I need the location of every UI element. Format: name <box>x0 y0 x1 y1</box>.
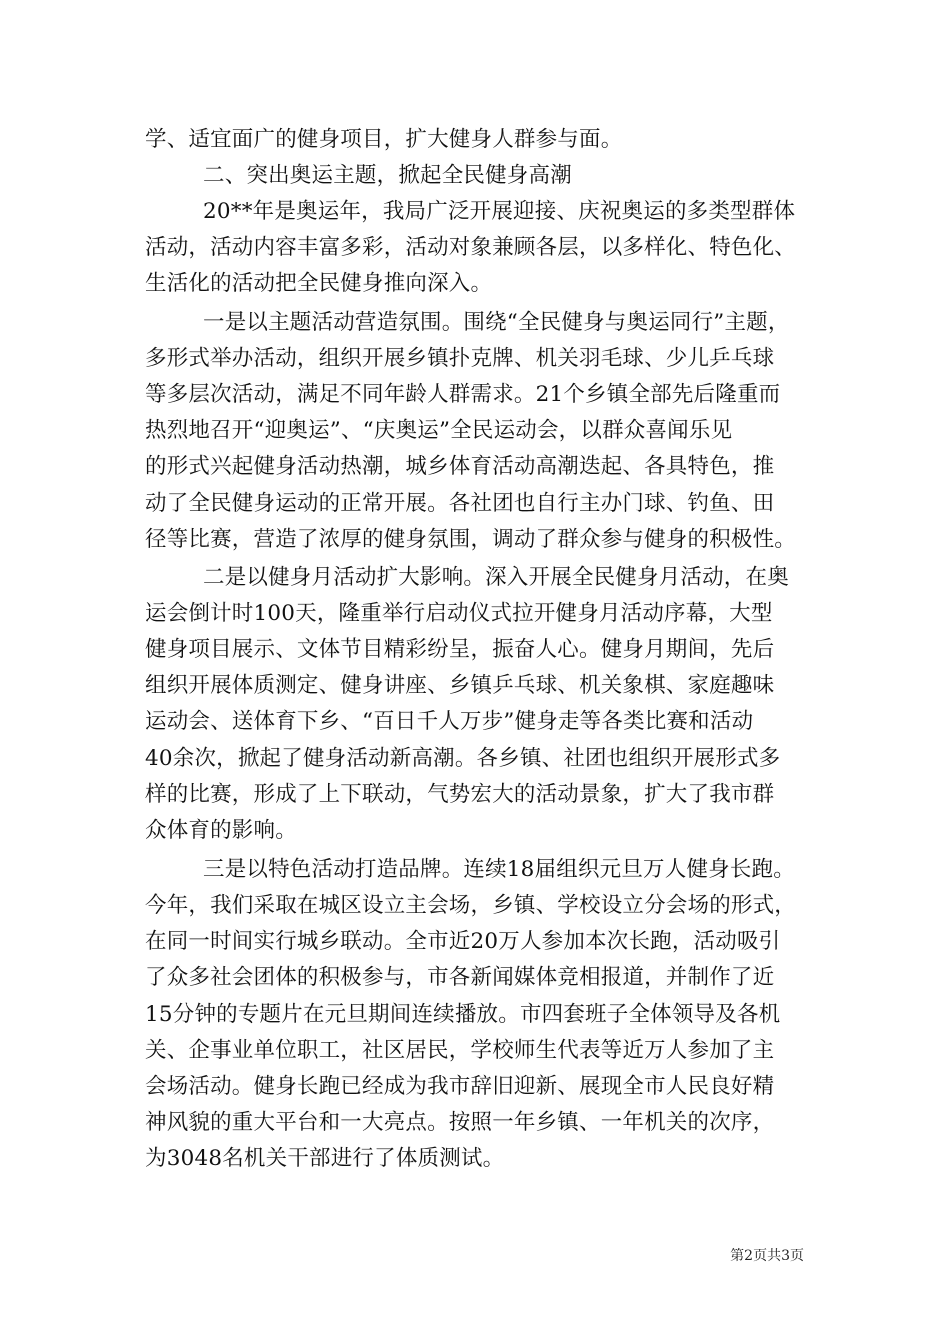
text-line: 多形式举办活动，组织开展乡镇扑克牌、机关羽毛球、少儿乒乓球 <box>145 346 775 371</box>
text-line: 神风貌的重大平台和一大亮点。按照一年乡镇、一年机关的次序， <box>145 1110 775 1135</box>
text-line: 众体育的影响。 <box>145 818 297 843</box>
text-line: 二是以健身月活动扩大影响。深入开展全民健身月活动，在奥 <box>203 565 789 590</box>
text-line: 运会倒计时100天，隆重举行启动仪式拉开健身月活动序幕，大型 <box>145 601 773 626</box>
text-line: 样的比赛，形成了上下联动，气势宏大的活动景象，扩大了我市群 <box>145 782 775 807</box>
section-heading: 二、突出奥运主题，掀起全民健身高潮 <box>203 163 572 188</box>
text-line: 运动会、送体育下乡、“百日千人万步”健身走等各类比赛和活动 <box>145 709 754 734</box>
text-line: 活动，活动内容丰富多彩，活动对象兼顾各层，以多样化、特色化、 <box>145 235 797 260</box>
text-line: 今年，我们采取在城区设立主会场，乡镇、学校设立分会场的形式， <box>145 893 797 918</box>
text-line: 15分钟的专题片在元旦期间连续播放。市四套班子全体领导及各机 <box>145 1002 781 1027</box>
text-line: 健身项目展示、文体节目精彩纷呈，振奋人心。健身月期间，先后 <box>145 637 775 662</box>
page-number: 第2页共3页 <box>730 1248 804 1264</box>
text-line: 为3048名机关干部进行了体质测试。 <box>145 1146 505 1171</box>
text-line: 组织开展体质测定、健身讲座、乡镇乒乓球、机关象棋、家庭趣味 <box>145 673 775 698</box>
text-line: 20**年是奥运年，我局广泛开展迎接、庆祝奥运的多类型群体 <box>203 199 796 224</box>
text-line: 的形式兴起健身活动热潮，城乡体育活动高潮迭起、各具特色，推 <box>145 454 775 479</box>
text-line: 动了全民健身运动的正常开展。各社团也自行主办门球、钓鱼、田 <box>145 491 775 516</box>
text-line: 会场活动。健身长跑已经成为我市辞旧迎新、展现全市人民良好精 <box>145 1074 775 1099</box>
text-line: 径等比赛，营造了浓厚的健身氛围，调动了群众参与健身的积极性。 <box>145 527 797 552</box>
text-line: 等多层次活动，满足不同年龄人群需求。21个乡镇全部先后隆重而 <box>145 382 781 407</box>
text-line: 一是以主题活动营造氛围。围绕“全民健身与奥运同行”主题， <box>203 310 790 335</box>
text-line: 40余次，掀起了健身活动新高潮。各乡镇、社团也组织开展形式多 <box>145 746 781 771</box>
text-line: 在同一时间实行城乡联动。全市近20万人参加本次长跑，活动吸引 <box>145 929 781 954</box>
text-line: 三是以特色活动打造品牌。连续18届组织元旦万人健身长跑。 <box>203 857 795 882</box>
text-line: 了众多社会团体的积极参与，市各新闻媒体竞相报道，并制作了近 <box>145 965 775 990</box>
text-line: 热烈地召开“迎奥运”、“庆奥运”全民运动会，以群众喜闻乐见 <box>145 418 733 443</box>
text-line: 生活化的活动把全民健身推向深入。 <box>145 271 493 296</box>
text-line: 关、企事业单位职工，社区居民，学校师生代表等近万人参加了主 <box>145 1038 775 1063</box>
text-line: 学、适宜面广的健身项目，扩大健身人群参与面。 <box>145 127 623 152</box>
